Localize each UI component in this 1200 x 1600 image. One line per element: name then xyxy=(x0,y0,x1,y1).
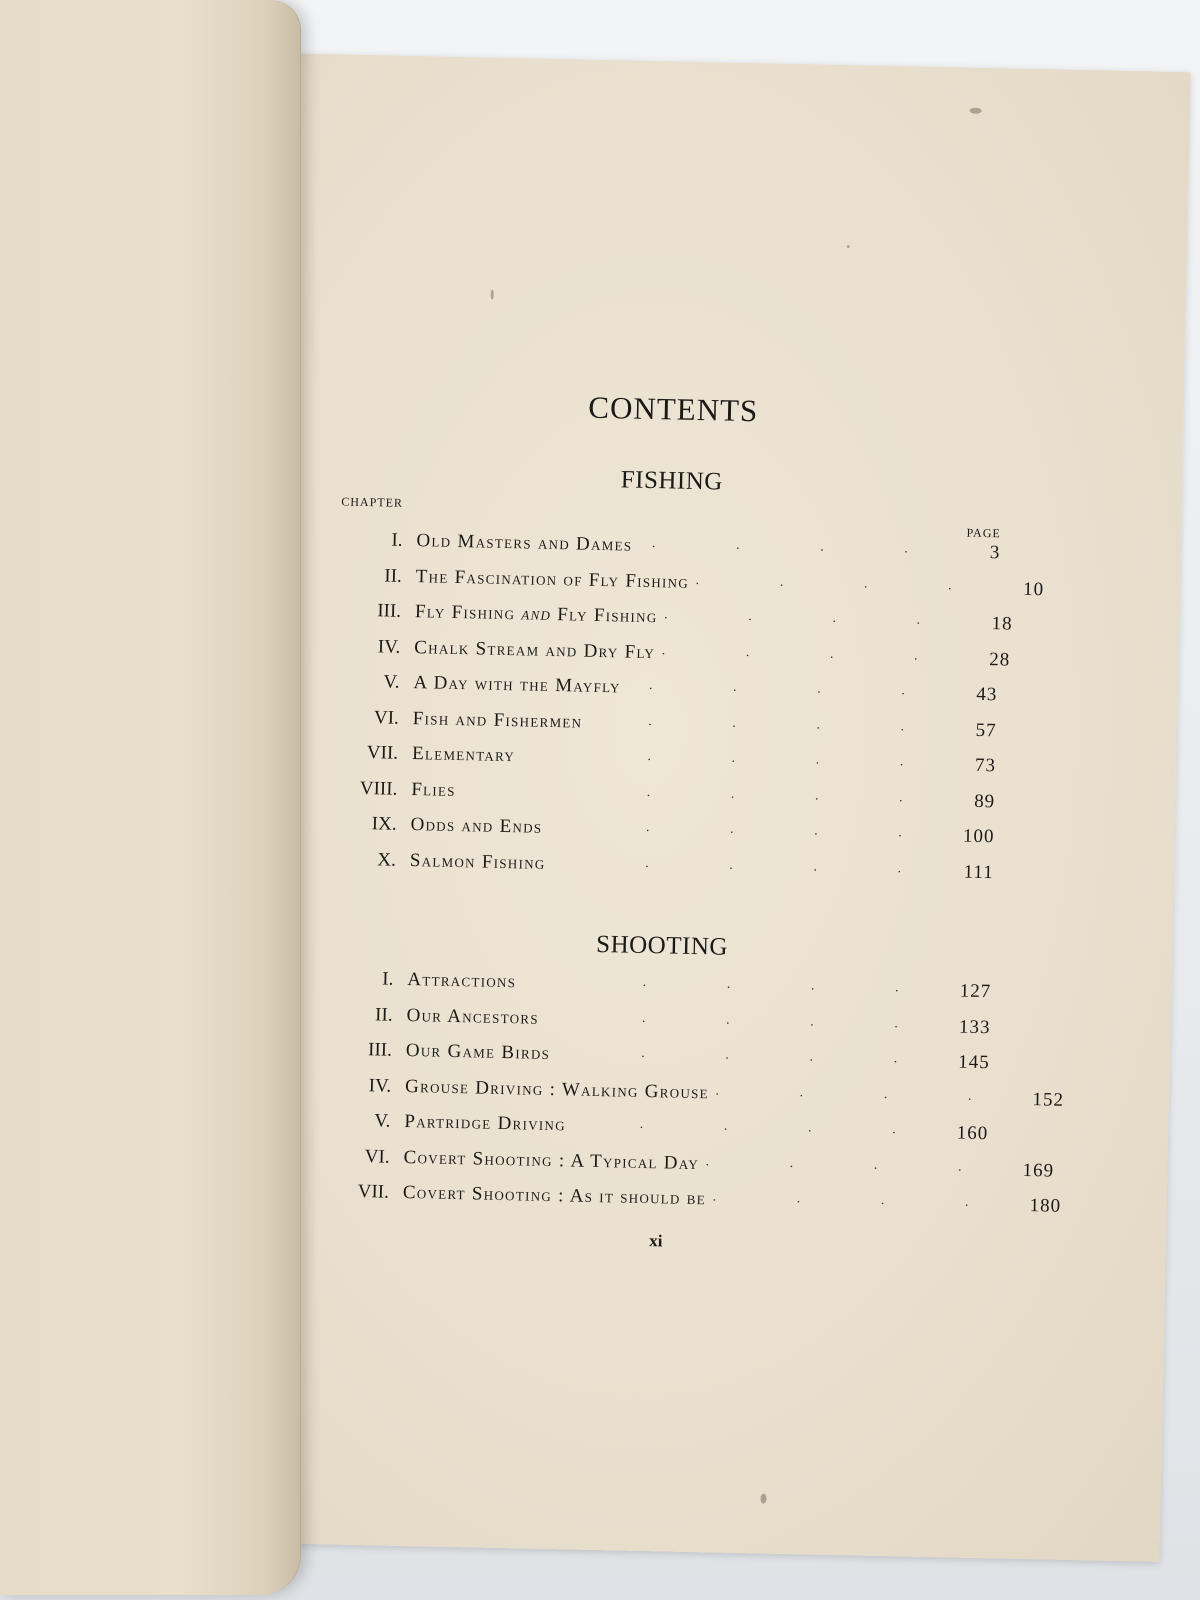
contents-page xyxy=(200,52,1191,1562)
chapter-title: Attractions xyxy=(407,969,517,993)
page-number: 127 xyxy=(959,980,992,1003)
leader-dots: · · · · xyxy=(647,717,943,739)
chapter-number: VIII. xyxy=(359,777,398,800)
chapter-title xyxy=(415,601,658,628)
leader-dots: · · · · xyxy=(704,1157,1001,1179)
leader-dots: · · · · xyxy=(714,1086,1011,1109)
leader-dots: · · · · xyxy=(645,823,941,846)
page-number: 111 xyxy=(963,861,994,883)
page-number: 18 xyxy=(991,613,1013,635)
chapter-title: Our Ancestors xyxy=(406,1004,540,1029)
chapter-number: II. xyxy=(374,1003,393,1026)
chapter-number: IV. xyxy=(377,635,401,658)
page-number: 28 xyxy=(988,648,1011,671)
leader-dots: · · · · xyxy=(640,1049,936,1072)
chapter-title: Elementary xyxy=(411,743,516,767)
chapter-title: Covert Shooting : As it should be xyxy=(402,1181,707,1210)
chapter-column-label: CHAPTER xyxy=(341,494,404,510)
chapter-title-part: Fly Fishing xyxy=(414,601,522,625)
chapter-title: Covert Shooting : A Typical Day xyxy=(403,1146,700,1174)
fishing-chapter-list xyxy=(333,529,1045,898)
chapter-number: VI. xyxy=(364,1145,390,1168)
chapter-title: The Fascination of Fly Fishing xyxy=(415,565,690,593)
page-number: 145 xyxy=(957,1051,990,1074)
shooting-chapter-list xyxy=(326,967,1065,1229)
page-number: 152 xyxy=(1032,1088,1065,1111)
chapter-title: Odds and Ends xyxy=(410,814,543,838)
page-number: 3 xyxy=(989,542,1001,564)
chapter-number: IX. xyxy=(371,813,397,835)
leader-dots: · · · · xyxy=(648,681,944,704)
shooting-section-heading: SHOOTING xyxy=(595,930,729,961)
leader-dots: · · · · xyxy=(646,752,943,775)
chapter-title: A Day with the Mayfly xyxy=(413,672,621,698)
chapter-number: III. xyxy=(377,600,402,622)
table-of-contents xyxy=(326,385,1065,1258)
left-blank-page xyxy=(0,0,301,1595)
page-number: 57 xyxy=(975,719,997,741)
chapter-number: V. xyxy=(383,671,400,693)
leader-dots: · · · · xyxy=(644,859,940,881)
chapter-title: Flies xyxy=(411,778,457,801)
chapter-number: II. xyxy=(384,564,402,587)
page-number: 169 xyxy=(1022,1159,1055,1182)
page-number: 73 xyxy=(974,754,997,777)
chapter-title: Old Masters and Dames xyxy=(416,530,633,556)
fishing-section-heading: FISHING xyxy=(620,466,724,496)
chapter-title: Our Game Birds xyxy=(405,1039,551,1065)
leader-dots: · · · · xyxy=(641,978,938,1001)
chapter-number: X. xyxy=(377,848,397,871)
leader-dots: · · · · xyxy=(645,788,942,810)
leader-dots: · · · · xyxy=(651,540,947,562)
chapter-number: VI. xyxy=(373,706,400,729)
page-column-label: PAGE xyxy=(966,525,1001,541)
page-number: 43 xyxy=(976,683,998,706)
leader-dots: · · · · xyxy=(711,1193,1008,1215)
chapter-number: IV. xyxy=(368,1074,392,1097)
page-number: 100 xyxy=(962,825,995,848)
chapter-number: I. xyxy=(391,529,403,551)
chapter-title: Grouse Driving : Walking Grouse xyxy=(404,1075,710,1103)
chapter-title-emphasis: and xyxy=(521,603,552,625)
page-number: 180 xyxy=(1029,1195,1062,1217)
paper-speck xyxy=(760,1494,766,1504)
contents-heading: CONTENTS xyxy=(588,389,759,429)
chapter-title: Chalk Stream and Dry Fly xyxy=(414,636,656,663)
leader-dots: · · · · xyxy=(663,611,959,633)
leader-dots: · · · · xyxy=(641,1014,937,1036)
chapter-title: Fish and Fishermen xyxy=(412,707,583,733)
chapter-number: V. xyxy=(374,1110,391,1132)
paper-speck xyxy=(491,290,494,300)
page-number: 160 xyxy=(956,1122,989,1145)
folio-page-number: xi xyxy=(649,1230,663,1250)
page-number: 10 xyxy=(1022,578,1045,600)
chapter-title: Partridge Driving xyxy=(404,1110,567,1136)
chapter-title-part: Fly Fishing xyxy=(551,603,658,628)
paper-speck xyxy=(847,245,850,248)
chapter-number: VII. xyxy=(366,742,399,764)
paper-speck xyxy=(970,108,982,114)
chapter-title: Salmon Fishing xyxy=(409,849,546,874)
leader-dots: · · · · xyxy=(638,1120,935,1143)
leader-dots: · · · · xyxy=(660,646,957,668)
page-number: 89 xyxy=(973,790,996,812)
chapter-number: I. xyxy=(382,968,394,990)
chapter-number: III. xyxy=(367,1039,393,1061)
leader-dots: · · · · xyxy=(694,576,991,598)
page-number: 133 xyxy=(958,1016,991,1038)
chapter-number: VII. xyxy=(357,1181,390,1203)
